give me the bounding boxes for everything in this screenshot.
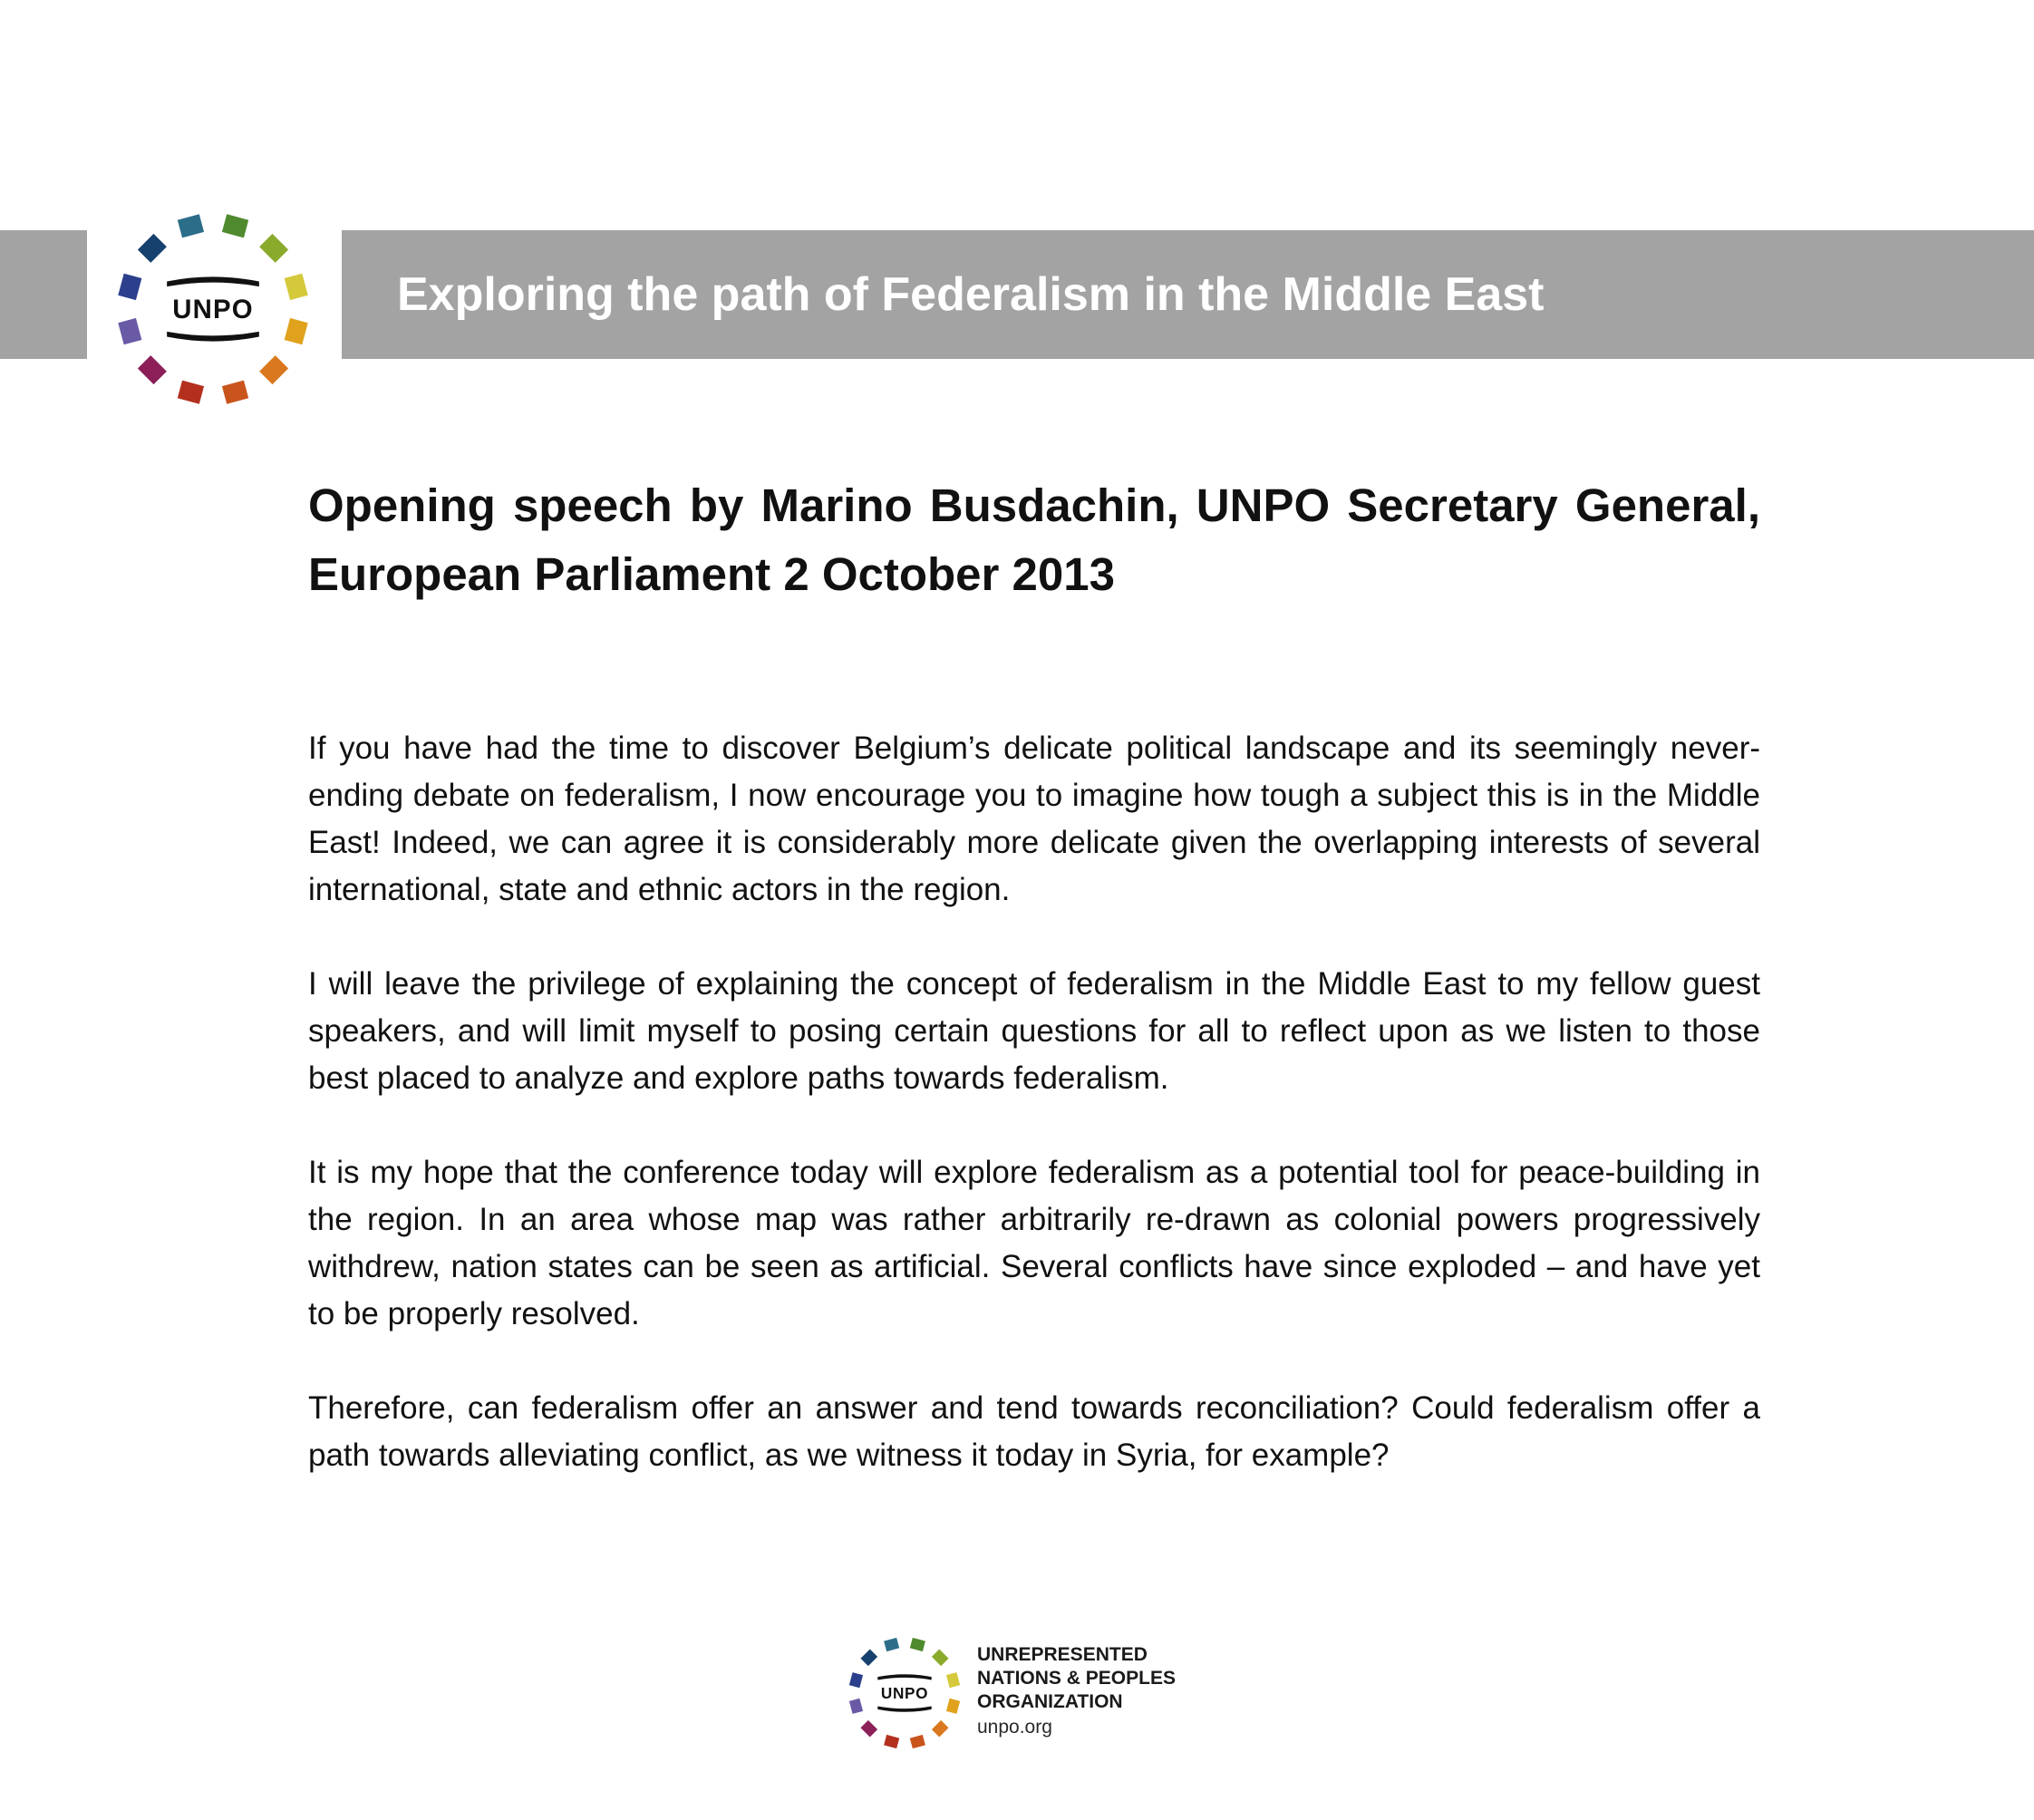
paragraph: It is my hope that the conference today will explore federalism as a potential tool for peace-building in the region. In an area whose map was rather arbitrarily re-drawn as colonial powers progressively withdrew, nation states can be seen as artificial. Several conflicts have since exploded – and have yet to be properly resolved. — [308, 1155, 1760, 1331]
footer-org-line: ORGANIZATION — [977, 1691, 1123, 1712]
footer-org-name — [977, 1643, 1176, 1714]
banner-left-block — [0, 230, 87, 359]
footer-org-line: UNREPRESENTED — [977, 1644, 1148, 1665]
unpo-logo — [111, 207, 315, 411]
logo-text: UNPO — [880, 1683, 929, 1702]
logo-text: UNPO — [172, 295, 254, 325]
footer-org-line: NATIONS & PEOPLES — [977, 1668, 1176, 1689]
footer-url: unpo.org — [977, 1717, 1052, 1738]
paragraph: I will leave the privilege of explaining the concept of federalism in the Middle East to my fellow guest speakers, and will limit myself to posing certain questions for all to reflect upon as we listen to those best placed to analyze and explore paths towards federalism. — [308, 966, 1760, 1096]
paragraph: If you have had the time to discover Belgium’s delicate political landscape and its seemingly never-ending debate on federalism, I now encourage you to imagine how tough a subject this is in the Middle East! Indeed, we can agree it is considerably more delicate given the overlapping interests of several international, state and ethnic actors in the region. — [308, 731, 1760, 907]
document-body — [308, 725, 1760, 1526]
banner-title: Exploring the path of Federalism in the Middle East — [397, 268, 1545, 321]
document-heading: Opening speech by Marino Busdachin, UNPO Secretary General, European Parliament 2 October 2013 — [308, 479, 1760, 600]
paragraph: Therefore, can federalism offer an answer and tend towards reconciliation? Could federalism offer a path towards alleviating conflict, as we witness it today in Syria, for example? — [308, 1390, 1760, 1473]
footer-unpo-logo — [845, 1633, 964, 1753]
